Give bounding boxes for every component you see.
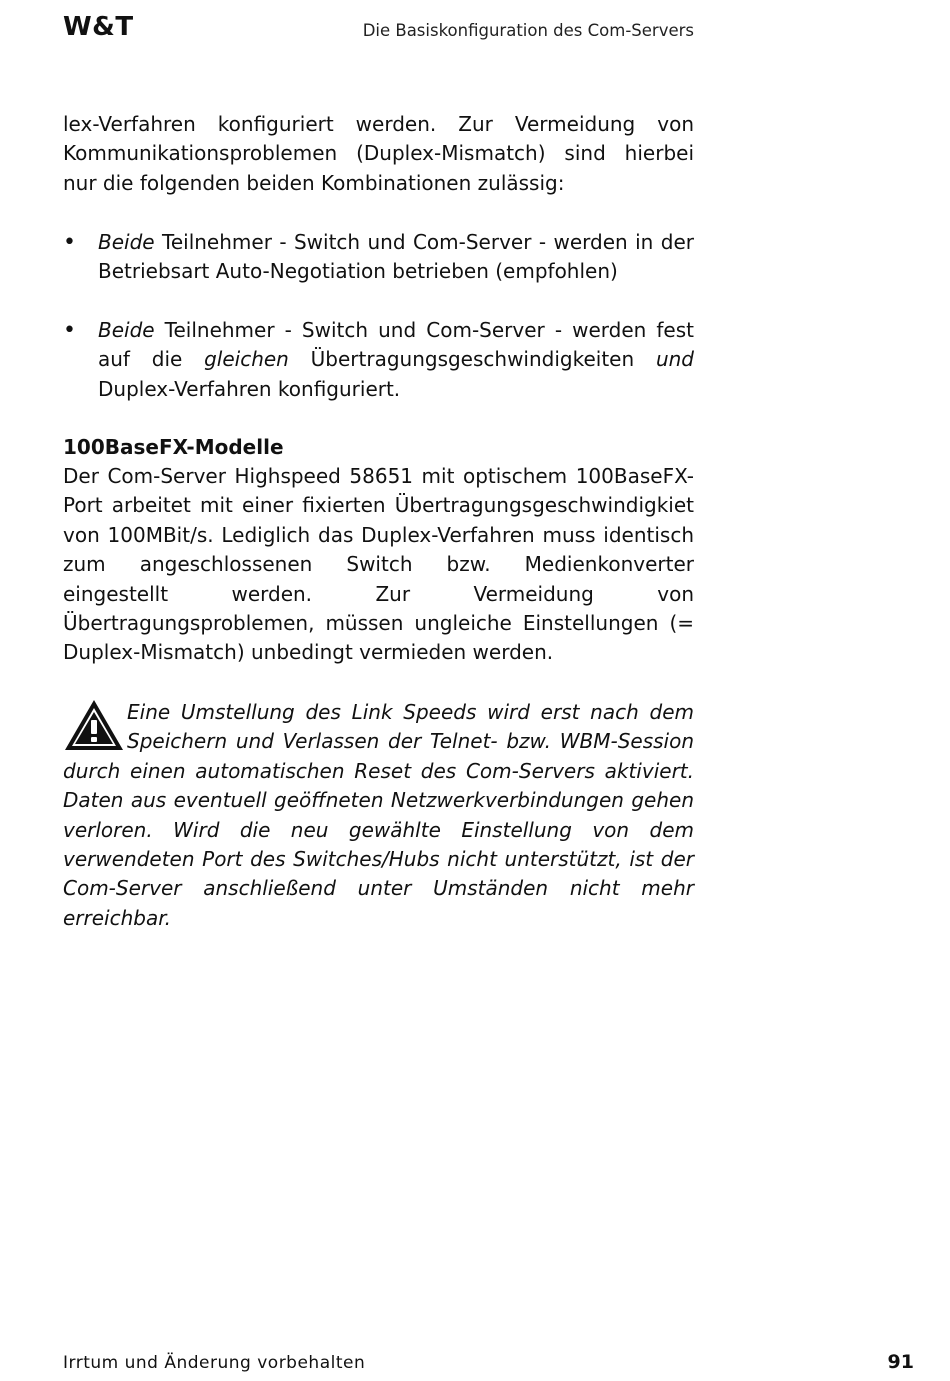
intro-paragraph: lex-Verfahren konfiguriert werden. Zur Vermeidung von Kommunikationsproblemen (Duplex-Mismatch) sind hierbei nur die folgenden beiden Kombinationen zulässig:	[63, 112, 694, 195]
page-number: 91	[887, 1351, 914, 1373]
emphasis-und: und	[655, 347, 694, 372]
warning-note	[63, 698, 694, 933]
bullet-text: Duplex-Verfahren konfiguriert.	[98, 376, 401, 401]
running-header-title: Die Basiskonfiguration des Com-Servers	[362, 21, 694, 40]
bullet-text: Übertragungsgeschwindigkeiten	[288, 347, 656, 372]
warning-text: Eine Umstellung des Link Speeds wird erst nach dem Speichern und Verlassen der Telnet- bzw. WBM-Session durch einen automatischen Reset des Com-Servers aktiviert. Daten aus eventuell geöffneten Netzwerkverbindungen gehen verloren. Wird die neu gewählte Einstellung von dem verwendeten Port des Switches/Hubs nicht unterstützt, ist der Com-Server anschließend unter Umständen nicht mehr erreichbar.	[63, 700, 694, 930]
bullet-marker: •	[63, 230, 76, 255]
bullet-text: Teilnehmer - Switch und Com-Server - werden in der Betriebsart Auto-Negotiation betrieben (empfohlen)	[98, 230, 694, 284]
emphasis-gleichen: gleichen	[204, 347, 289, 372]
footer-note: Irrtum und Änderung vorbehalten	[63, 1353, 366, 1373]
bullet-text: Teilnehmer - Switch und Com-Server - werden fest auf die	[98, 318, 694, 372]
bullet-item-fixed-speed	[63, 316, 694, 404]
section-paragraph: Der Com-Server Highspeed 58651 mit optischem 100BaseFX-Port arbeitet mit einer fixierten Übertragungsgeschwindigkiet von 100MBit/s. Lediglich das Duplex-Verfahren muss identisch zum angeschlossenen Switch bzw. Medienkonverter eingestellt werden. Zur Vermeidung von Übertragungsproblemen, müssen ungleiche Einstellungen (= Duplex-Mismatch) unbedingt vermieden werden.	[63, 464, 694, 665]
emphasis-beide: Beide	[98, 318, 155, 342]
bullet-list-2	[63, 316, 694, 404]
bullet-item-auto-negotiation	[63, 228, 694, 287]
brand-logo: W&T	[63, 12, 134, 42]
bullet-marker: •	[63, 318, 76, 343]
emphasis-beide: Beide	[98, 230, 155, 254]
warning-triangle-icon	[63, 698, 125, 752]
bullet-list-1	[63, 228, 694, 287]
section-heading: 100BaseFX-Modelle	[63, 435, 284, 459]
